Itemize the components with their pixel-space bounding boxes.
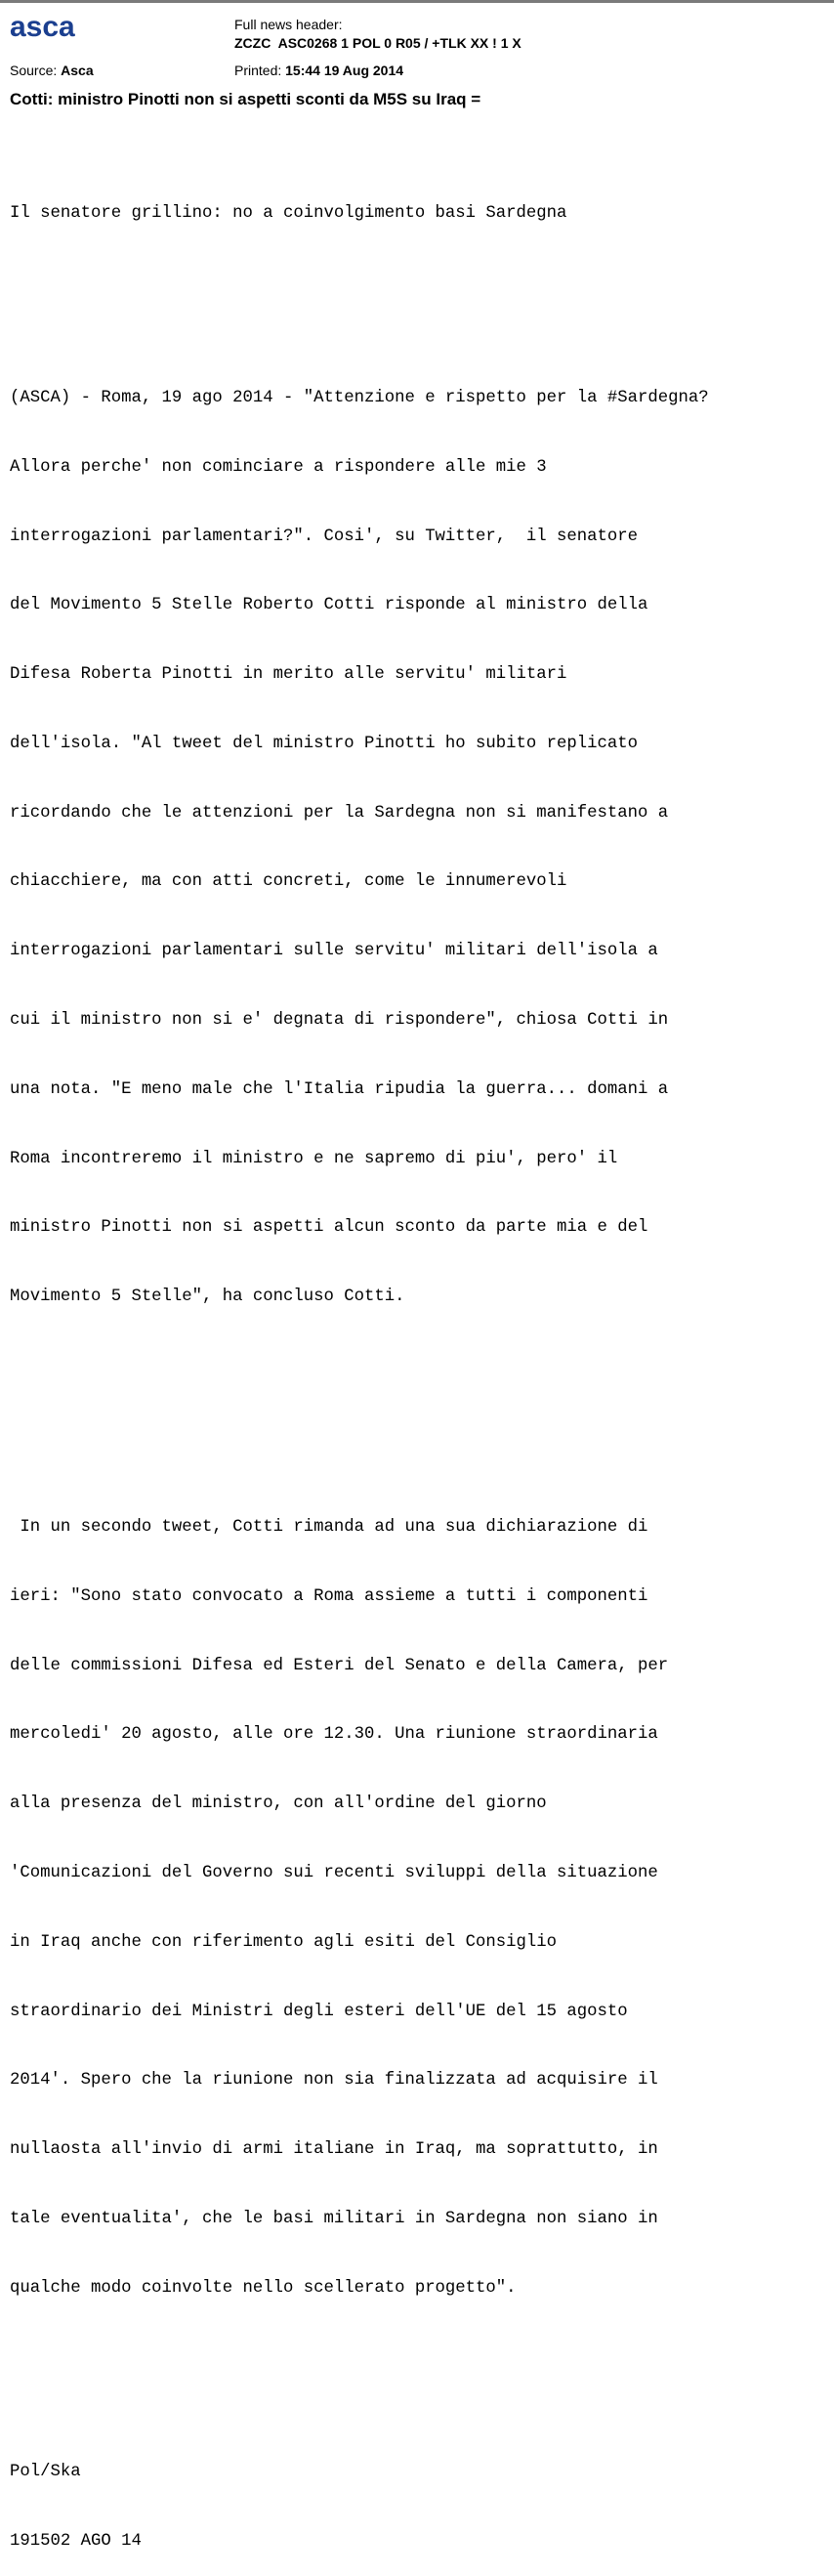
text-line: interrogazioni parlamentari?". Cosi', su Twitter, il senatore — [10, 527, 638, 546]
text-line: interrogazioni parlamentari sulle servitu' militari dell'isola a — [10, 942, 658, 961]
text-line: una nota. "E meno male che l'Italia ripudia la guerra... domani a — [10, 1079, 669, 1099]
source-label: Source: — [10, 63, 58, 78]
text-line: delle commissioni Difesa ed Esteri del Senato e della Camera, per — [10, 1656, 669, 1675]
paragraph-2 — [10, 1470, 830, 2346]
text-line: (ASCA) - Roma, 19 ago 2014 - "Attenzione e rispetto per la #Sardegna? — [10, 388, 709, 407]
text-line: Movimento 5 Stelle", ha concluso Cotti. — [10, 1288, 405, 1307]
text-line: Roma incontreremo il ministro e ne sapremo di piu', pero' il — [10, 1149, 618, 1168]
headline: Cotti: ministro Pinotti non si aspetti sconti da M5S su Iraq = — [10, 90, 481, 108]
text-line: Difesa Roberta Pinotti in merito alle servitu' militari — [10, 665, 567, 685]
text-line: qualche modo coinvolte nello scellerato progetto". — [10, 2278, 517, 2298]
source-line — [10, 62, 94, 79]
text-line: ieri: "Sono stato convocato a Roma assieme a tutti i componenti — [10, 1586, 648, 1606]
spacer — [10, 2392, 830, 2416]
source-value: Asca — [61, 63, 94, 78]
printed-label: Printed: — [234, 63, 282, 78]
text-line: del Movimento 5 Stelle Roberto Cotti risponde al ministro della — [10, 596, 648, 615]
text-line: tale eventualita', che le basi militari in Sardegna non siano in — [10, 2209, 658, 2228]
article-body — [10, 156, 830, 2576]
full-header-value: ZCZC ASC0268 1 POL 0 R05 / +TLK XX ! 1 X — [234, 35, 521, 51]
text-line: chiacchiere, ma con atti concreti, come le innumerevoli — [10, 872, 567, 892]
text-line: 2014'. Spero che la riunione non sia finalizzata ad acquisire il — [10, 2071, 658, 2090]
text-line: cui il ministro non si e' degnata di rispondere", chiosa Cotti in — [10, 1010, 669, 1030]
text-line: nullaosta all'invio di armi italiane in Iraq, ma soprattutto, in — [10, 2140, 658, 2160]
printed-line — [234, 62, 403, 79]
text-line: dell'isola. "Al tweet del ministro Pinotti ho subito replicato — [10, 734, 638, 753]
dateline: 191502 AGO 14 — [10, 2532, 142, 2552]
text-line: Allora perche' non cominciare a rispondere alle mie 3 — [10, 457, 547, 477]
full-header-label: Full news header: — [234, 17, 343, 32]
text-line: In un secondo tweet, Cotti rimanda ad una sua dichiarazione di — [10, 1518, 648, 1538]
paragraph-1 — [10, 341, 830, 1355]
text-line: straordinario dei Ministri degli esteri dell'UE del 15 agosto — [10, 2002, 628, 2021]
subtitle: Il senatore grillino: no a coinvolgimento basi Sardegna — [10, 204, 567, 224]
spacer — [10, 1401, 830, 1424]
asca-logo: asca — [10, 11, 75, 43]
text-line: 'Comunicazioni del Governo sui recenti sviluppi della situazione — [10, 1863, 658, 1882]
text-line: ricordando che le attenzioni per la Sardegna non si manifestano a — [10, 803, 669, 823]
text-line: mercoledi' 20 agosto, alle ore 12.30. Una riunione straordinaria — [10, 1725, 658, 1745]
text-line: in Iraq anche con riferimento agli esiti del Consiglio — [10, 1932, 558, 1952]
printed-value: 15:44 19 Aug 2014 — [285, 63, 404, 78]
top-rule — [0, 0, 834, 3]
text-line: ministro Pinotti non si aspetti alcun sconto da parte mia e del — [10, 1218, 648, 1238]
text-line: alla presenza del ministro, con all'ordine del giorno — [10, 1795, 547, 1814]
spacer — [10, 272, 830, 295]
signature: Pol/Ska — [10, 2463, 81, 2482]
